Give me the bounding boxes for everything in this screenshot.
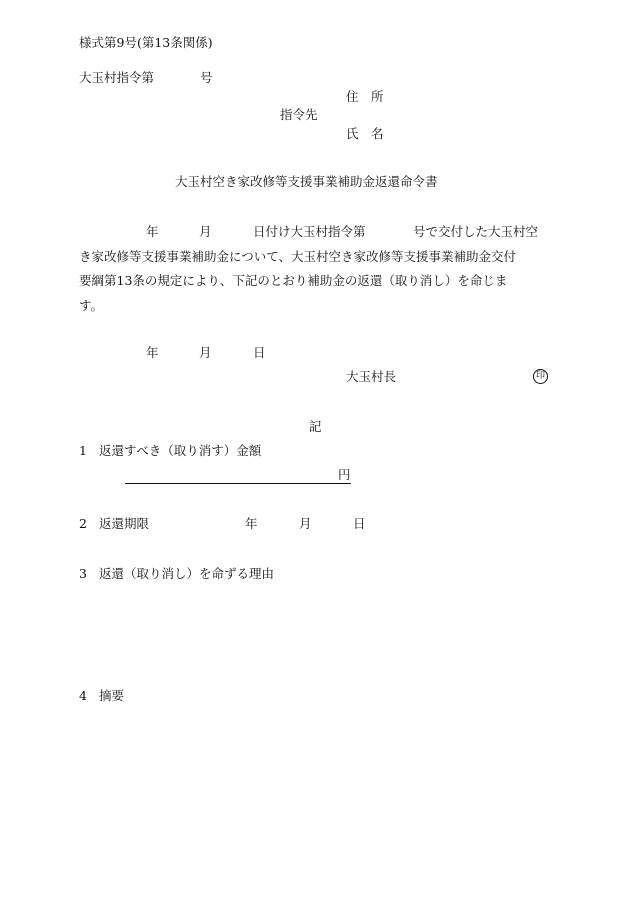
body-line-2: き家改修等支援事業補助金について、大玉村空き家改修等支援事業補助金交付 (79, 248, 517, 264)
item-4-label: 摘要 (99, 688, 125, 703)
item-2-label: 返還期限 (99, 516, 150, 531)
form-number: 様式第9号(第13条関係) (79, 35, 213, 50)
item-1-unit: 円 (338, 467, 351, 482)
amount-underline (125, 483, 351, 484)
body-paragraph (79, 220, 551, 318)
item-2-day: 日 (353, 516, 366, 531)
item-2-month: 月 (299, 516, 312, 531)
order-number-suffix: 号 (200, 70, 213, 85)
body-order-text: 日付け大玉村指令第 (253, 224, 366, 239)
body-order-suffix: 号で交付した大玉村空 (413, 224, 539, 239)
item-1-number: 1 (79, 443, 87, 458)
item-2-year: 年 (245, 516, 258, 531)
item-3-label: 返還（取り消し）を命ずる理由 (99, 566, 275, 581)
issuer: 大玉村長 (346, 369, 397, 384)
address-label: 住 所 (346, 89, 384, 104)
recipient-label: 指令先 (280, 107, 318, 122)
body-month: 月 (199, 224, 212, 239)
item-4-number: 4 (79, 688, 87, 703)
body-line-4: す。 (79, 297, 104, 313)
item-1-label: 返還すべき（取り消す）金額 (99, 443, 262, 458)
body-line-3: 要綱第13条の規定により、下記のとおり補助金の返還（取り消し）を命じま (79, 273, 508, 288)
body-year: 年 (146, 224, 159, 239)
body-line-1 (79, 220, 551, 245)
item-2-number: 2 (79, 516, 87, 531)
note-heading: 記 (309, 419, 322, 434)
date-year: 年 (146, 345, 159, 360)
seal-mark: 印 (533, 369, 548, 384)
name-label: 氏 名 (346, 126, 384, 141)
date-day: 日 (253, 345, 266, 360)
document-title: 大玉村空き家改修等支援事業補助金返還命令書 (175, 174, 438, 189)
date-month: 月 (199, 345, 212, 360)
order-number-prefix: 大玉村指令第 (79, 70, 155, 85)
item-3-number: 3 (79, 566, 87, 581)
